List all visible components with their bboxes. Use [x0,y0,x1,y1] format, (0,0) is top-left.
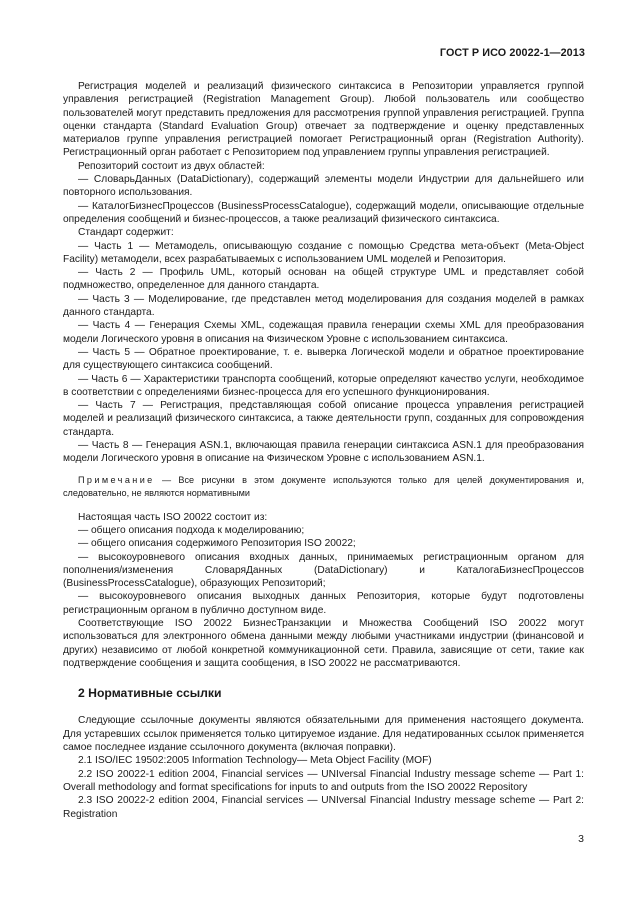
paragraph: Регистрация моделей и реализаций физического синтаксиса в Репозитории управляется группой управления регистрацией (Registration Management Group). Любой пользователь или сообщество пользователей могут представить предложения для рассмотрения группой управления регистрацией. Группа оценки стандарта (Standard Evaluation Group) отвечает за подтверждение и оценку представленных материалов группе управления регистрацией помогает Регистрационный орган (Registration Authority). Регистрационный орган работает с Репозиторием под управлением группы управления регистрацией. [63,81,584,159]
list-item: — высокоуровневого описания входных данных, принимаемых регистрационным органом для пополнения/изменения СловаряДанных (DataDictionary) и КаталогаБизнесПроцессов (BusinessProcessCatalogue), образующих Репозиторий; [63,551,584,590]
list-item: — общего описания содержимого Репозитория ISO 20022; [78,538,356,550]
note [63,474,584,500]
list-item: — Часть 8 — Генерация ASN.1, включающая правила генерации синтаксиса ASN.1 для преобразования модели Логического уровня в описание на Физическом Уровне с использованием ASN.1. [63,440,584,465]
section-heading: 2 Нормативные ссылки [78,686,222,701]
list-item: — высокоуровневого описания выходных данных Репозитория, которые будут подготовлены регистрационным органом в публично доступном виде. [63,591,584,616]
paragraph: Репозиторий состоит из двух областей: [78,160,265,172]
note-text: — Все рисунки в этом документе используются только для целей документирования и, следовательно, не являются нормативными [63,474,584,498]
list-item: — СловарьДанных (DataDictionary), содержащий элементы модели Индустрии для дальнейшего или повторного использования. [63,174,584,199]
reference-item: 2.2 ISO 20022-1 edition 2004, Financial services — UNIversal Financial Industry message scheme — Part 1: Overall methodology and format specifications for inputs to and outputs from the ISO 20022 Repository [63,768,584,793]
list-item: — КаталогБизнесПроцессов (BusinessProcessCatalogue), содержащий модели, описывающие отдельные определения сообщений и бизнес-процессов, а также реализаций физического синтаксиса. [63,200,584,225]
paragraph: Настоящая часть ISO 20022 состоит из: [78,511,268,523]
list-item: — общего описания подхода к моделированию; [78,524,305,536]
reference-item: 2.3 ISO 20022-2 edition 2004, Financial services — UNIversal Financial Industry message scheme — Part 2: Registration [63,795,584,820]
list-item: — Часть 1 — Метамодель, описывающую создание с помощью Средства мета-объект (Meta-Object Facility) метамодели, всех разрабатываемых с использованием UML моделей и Репозитория. [63,240,584,265]
list-item: — Часть 7 — Регистрация, представляющая собой описание процесса управления регистрацией моделей и реализаций физического синтаксиса, а также деятельности групп, созданных для сопровождения стандарта. [63,400,584,438]
paragraph: Соответствующие ISO 20022 БизнесТранзакции и Множества Сообщений ISO 20022 могут использоваться для электронного обмена данными между любыми участниками индустрии (финансовой и других) независимо от любой конкретной коммуникационной сети. Правила, зависящие от сети, такие как подтверждение сообщения и защита сообщения, в ISO 20022 не рассматриваются. [63,617,584,669]
list-item: — Часть 4 — Генерация Схемы XML, содежащая правила генерации схемы XML для преобразования модели Логического уровня в описания на Физическом Уровне с использованием синтаксиса. [63,320,584,345]
list-item: — Часть 5 — Обратное проектирование, т. е. выверка Логической модели и обратное проектирование для существующего синтаксиса сообщений. [63,346,584,372]
list-item: — Часть 3 — Моделирование, где представлен метод моделирования для создания моделей в рамках данного стандарта. [63,293,584,319]
paragraph: Следующие ссылочные документы являются обязательными для применения настоящего документа. Для устаревших ссылок применяется только цитируемое издание. Для недатированных ссылок применяется самое последнее издание ссылочного документа (включая поправки). [63,715,584,754]
paragraph: Стандарт содержит: [78,227,174,239]
reference-item: 2.1 ISO/IEC 19502:2005 Information Technology— Meta Object Facility (MOF) [78,755,432,767]
list-item: — Часть 6 — Характеристики транспорта сообщений, которые определяют качество услуги, необходимое в соответствии с определениями бизнес-процесса для его успешного функционирования. [63,373,584,398]
document-code-header: ГОСТ Р ИСО 20022-1—2013 [439,47,585,59]
note-label: Примечание [78,474,155,485]
list-item: — Часть 2 — Профиль UML, который основан на общей структуре UML и представляет собой подмножество, определенное для данного стандарта. [63,267,584,292]
body-text [63,80,584,821]
page-number: 3 [578,833,584,845]
